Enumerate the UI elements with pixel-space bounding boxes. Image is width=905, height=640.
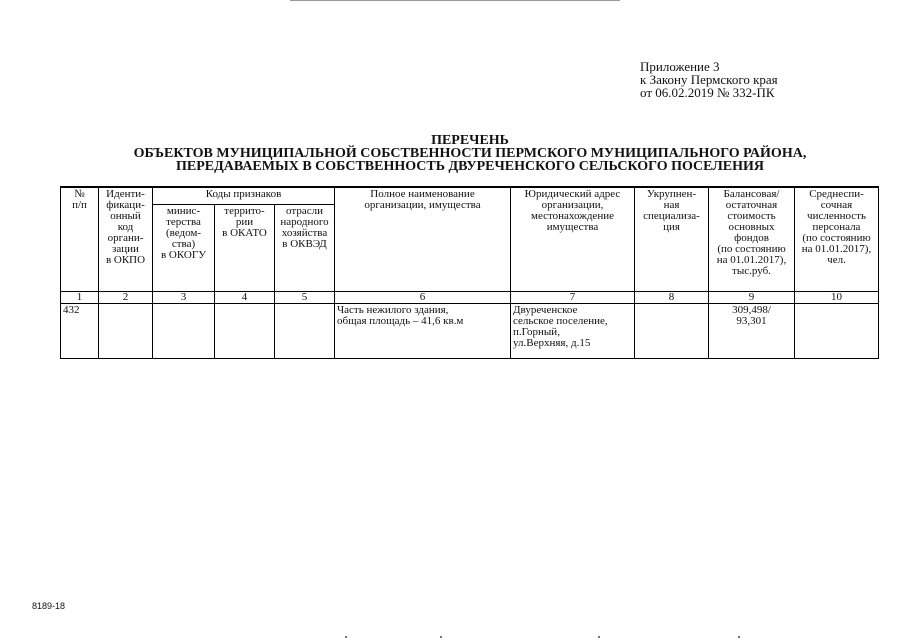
column-number: 5 bbox=[275, 292, 335, 304]
header-specialization: Укрупнен- ная специализа- ция bbox=[635, 187, 709, 292]
row-okved bbox=[275, 304, 335, 359]
scan-speck bbox=[738, 636, 740, 638]
column-number: 8 bbox=[635, 292, 709, 304]
column-number: 1 bbox=[61, 292, 99, 304]
row-value: 309,498/ 93,301 bbox=[709, 304, 795, 359]
column-number: 3 bbox=[153, 292, 215, 304]
row-number: 432 bbox=[61, 304, 99, 359]
footer-code: 8189-18 bbox=[32, 601, 66, 611]
scan-speck bbox=[345, 636, 347, 638]
table-header-row bbox=[61, 187, 879, 205]
row-okogu bbox=[153, 304, 215, 359]
column-number: 7 bbox=[511, 292, 635, 304]
header-staff: Среднеспи- сочная численность персонала (по состоянию на 01.01.2017), чел. bbox=[795, 187, 879, 292]
title-line-1: ПЕРЕЧЕНЬ bbox=[431, 133, 509, 148]
column-number: 6 bbox=[335, 292, 511, 304]
row-okato bbox=[215, 304, 275, 359]
header-name: Полное наименование организации, имущества bbox=[335, 187, 511, 292]
title-line-2: ОБЪЕКТОВ МУНИЦИПАЛЬНОЙ СОБСТВЕННОСТИ ПЕРМСКОГО МУНИЦИПАЛЬНОГО РАЙОНА, bbox=[133, 146, 807, 161]
property-table bbox=[60, 186, 879, 359]
row-okpo bbox=[99, 304, 153, 359]
appendix-law: к Закону Пермского края bbox=[640, 72, 778, 87]
appendix-date: от 06.02.2019 № 332-ПК bbox=[640, 85, 775, 100]
scan-speck bbox=[440, 636, 442, 638]
row-staff bbox=[795, 304, 879, 359]
column-number-row bbox=[61, 292, 879, 304]
appendix-reference bbox=[640, 60, 880, 99]
appendix-number: Приложение 3 bbox=[640, 59, 720, 74]
header-address: Юридический адрес организации, местонахождение имущества bbox=[511, 187, 635, 292]
scan-speck bbox=[598, 636, 600, 638]
row-address: Двуреченское сельское поселение, п.Горный, ул.Верхняя, д.15 bbox=[511, 304, 635, 359]
column-number: 4 bbox=[215, 292, 275, 304]
header-okato: террито- рии в ОКАТО bbox=[215, 205, 275, 292]
column-number: 10 bbox=[795, 292, 879, 304]
row-specialization bbox=[635, 304, 709, 359]
header-value: Балансовая/ остаточная стоимость основных фондов (по состоянию на 01.01.2017), тыс.руб. bbox=[709, 187, 795, 292]
header-number: № п/п bbox=[61, 187, 99, 292]
title-line-3: ПЕРЕДАВАЕМЫХ В СОБСТВЕННОСТЬ ДВУРЕЧЕНСКОГО СЕЛЬСКОГО ПОСЕЛЕНИЯ bbox=[176, 159, 764, 174]
header-codes-group: Коды признаков bbox=[153, 187, 335, 205]
column-number: 2 bbox=[99, 292, 153, 304]
header-okpo: Иденти- фикаци- онный код органи- зации в ОКПО bbox=[99, 187, 153, 292]
header-okogu: минис- терства (ведом- ства) в ОКОГУ bbox=[153, 205, 215, 292]
column-number: 9 bbox=[709, 292, 795, 304]
document-title bbox=[60, 134, 880, 173]
header-okved: отрасли народного хозяйства в ОКВЭД bbox=[275, 205, 335, 292]
table-row bbox=[61, 304, 879, 359]
top-scan-rule bbox=[290, 0, 620, 1]
row-name: Часть нежилого здания, общая площадь – 41,6 кв.м bbox=[335, 304, 511, 359]
